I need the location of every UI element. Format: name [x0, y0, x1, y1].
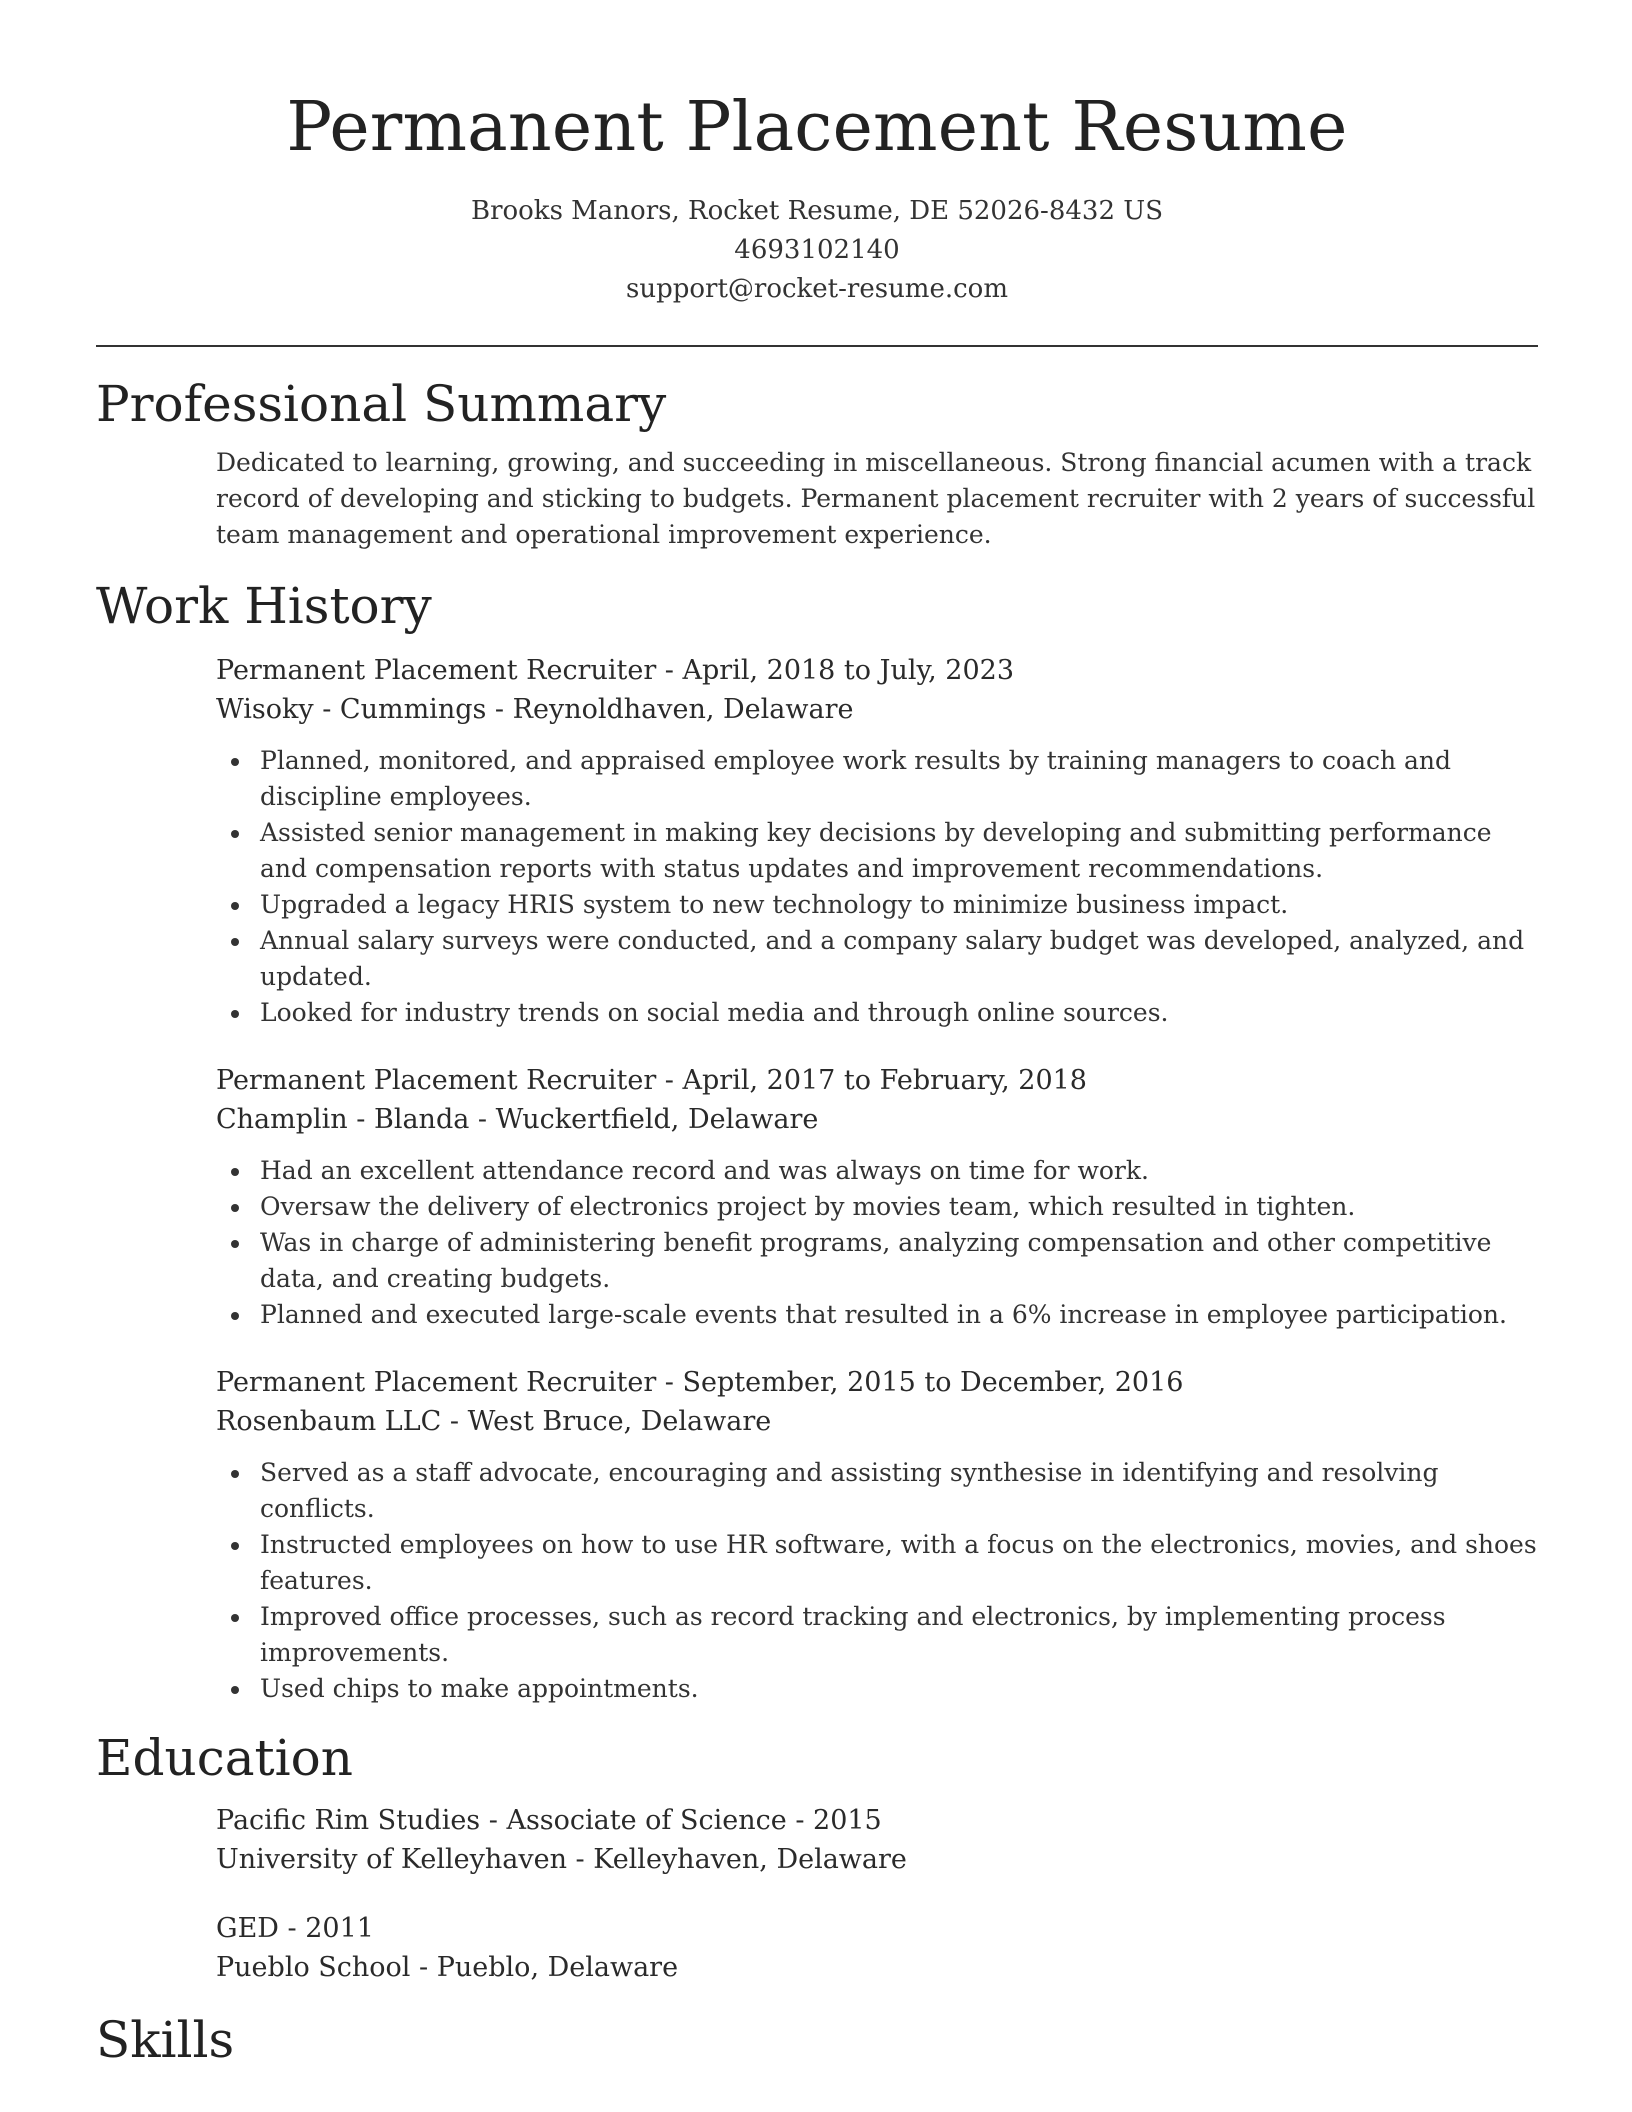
job-company-line: Champlin - Blanda - Wuckertfield, Delaware: [216, 1104, 819, 1135]
job-entry: [216, 1061, 1538, 1333]
job-title-line: Permanent Placement Recruiter - April, 2018 to July, 2023: [216, 655, 1015, 686]
skills-section: [96, 2009, 1538, 2071]
summary-heading: Professional Summary: [96, 375, 667, 433]
education-school-line: University of Kelleyhaven - Kelleyhaven, Delaware: [216, 1844, 907, 1875]
job-company-line: Wisoky - Cummings - Reynoldhaven, Delaware: [216, 694, 854, 725]
contact-info: [96, 192, 1538, 309]
education-entry: [216, 1909, 1538, 1987]
job-bullets: [216, 743, 1538, 1031]
resume-header: [96, 0, 1538, 309]
education-school-line: Pueblo School - Pueblo, Delaware: [216, 1952, 679, 1983]
header-divider: [96, 345, 1538, 347]
job-bullet: Had an excellent attendance record and was always on time for work.: [260, 1153, 1538, 1189]
education-section: [96, 1727, 1538, 1987]
job-bullet: Was in charge of administering benefit programs, analyzing compensation and other competitive data, and creating budgets.: [260, 1225, 1538, 1297]
job-entry: [216, 651, 1538, 1031]
job-bullet: Planned and executed large-scale events that resulted in a 6% increase in employee participation.: [260, 1297, 1538, 1333]
skills-heading: Skills: [96, 2011, 235, 2069]
job-title-line: Permanent Placement Recruiter - September, 2015 to December, 2016: [216, 1367, 1184, 1398]
job-bullet: Looked for industry trends on social media and through online sources.: [260, 995, 1538, 1031]
summary-section: [96, 373, 1538, 553]
job-bullet: Oversaw the delivery of electronics project by movies team, which resulted in tighten.: [260, 1189, 1538, 1225]
resume-page: [96, 0, 1538, 2071]
job-entry: [216, 1363, 1538, 1707]
job-bullet: Used chips to make appointments.: [260, 1671, 1538, 1707]
job-bullet: Planned, monitored, and appraised employee work results by training managers to coach and discipline employees.: [260, 743, 1538, 815]
contact-email: support@rocket-resume.com: [625, 274, 1008, 304]
education-degree-line: GED - 2011: [216, 1913, 374, 1944]
resume-title: Permanent Placement Resume: [286, 88, 1348, 167]
work-history-heading: Work History: [96, 577, 432, 635]
job-bullet: Instructed employees on how to use HR software, with a focus on the electronics, movies, and shoes features.: [260, 1527, 1538, 1599]
work-history-section: [96, 575, 1538, 1707]
job-bullet: Assisted senior management in making key decisions by developing and submitting performance and compensation reports with status updates and improvement recommendations.: [260, 815, 1538, 887]
job-bullets: [216, 1153, 1538, 1333]
education-degree-line: Pacific Rim Studies - Associate of Science - 2015: [216, 1805, 882, 1836]
job-company-line: Rosenbaum LLC - West Bruce, Delaware: [216, 1406, 772, 1437]
education-heading: Education: [96, 1729, 353, 1787]
job-bullet: Improved office processes, such as record tracking and electronics, by implementing process improvements.: [260, 1599, 1538, 1671]
job-bullet: Annual salary surveys were conducted, and a company salary budget was developed, analyzed, and updated.: [260, 923, 1538, 995]
contact-address: Brooks Manors, Rocket Resume, DE 52026-8432 US: [470, 196, 1164, 226]
job-bullets: [216, 1455, 1538, 1707]
summary-text: Dedicated to learning, growing, and succeeding in miscellaneous. Strong financial acumen with a track record of developing and sticking to budgets. Permanent placement recruiter with 2 years of successful team management and operational improvement experience.: [216, 448, 1536, 549]
education-entry: [216, 1801, 1538, 1879]
job-title-line: Permanent Placement Recruiter - April, 2017 to February, 2018: [216, 1065, 1087, 1096]
job-bullet: Served as a staff advocate, encouraging and assisting synthesise in identifying and resolving conflicts.: [260, 1455, 1538, 1527]
contact-phone: 4693102140: [734, 235, 900, 265]
job-bullet: Upgraded a legacy HRIS system to new technology to minimize business impact.: [260, 887, 1538, 923]
